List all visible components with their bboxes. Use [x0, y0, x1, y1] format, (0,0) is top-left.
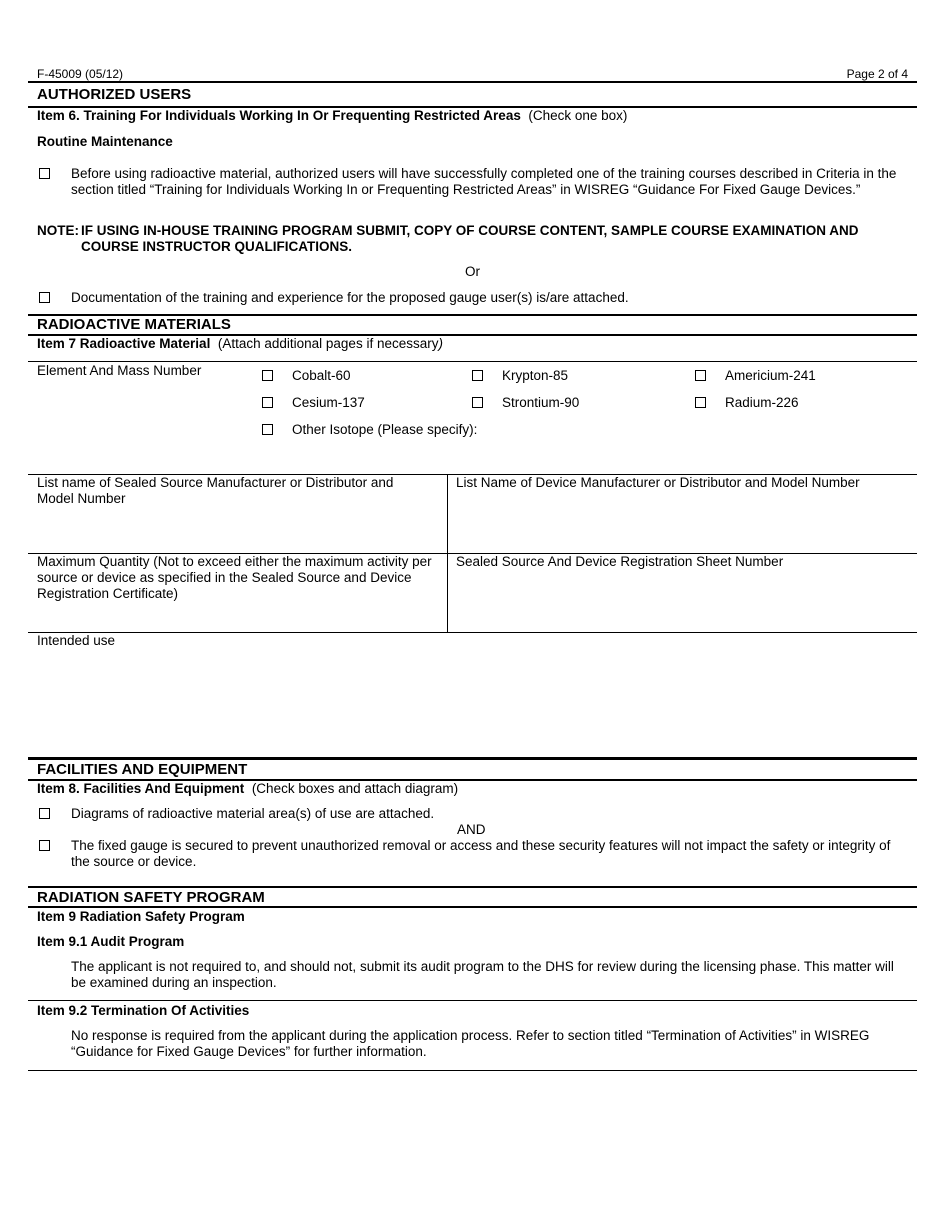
divider: [28, 361, 917, 362]
device-manufacturer-field[interactable]: List Name of Device Manufacturer or Distributor and Model Number: [456, 475, 860, 490]
documentation-checkbox[interactable]: [39, 292, 50, 303]
sealed-source-manufacturer-field[interactable]: List name of Sealed Source Manufacturer or Distributor and Model Number: [37, 475, 394, 506]
cobalt-60-label: Cobalt-60: [292, 368, 351, 383]
item-8-title-text: Item 8. Facilities And Equipment: [37, 781, 245, 796]
item-7-title-text: Item 7 Radioactive Material: [37, 336, 211, 351]
item-9-title: Item 9 Radiation Safety Program: [37, 909, 245, 924]
americium-241-checkbox[interactable]: [695, 370, 706, 381]
diagrams-option: Diagrams of radioactive material area(s) of use are attached.: [71, 806, 435, 821]
section-heading-radiation-safety: RADIATION SAFETY PROGRAM: [37, 889, 265, 906]
divider: [28, 632, 917, 633]
item-6-note: (Check one box): [528, 108, 628, 123]
element-mass-label: Element And Mass Number: [37, 363, 202, 378]
divider: [28, 906, 917, 908]
note-label: NOTE:: [37, 223, 79, 238]
radium-226-label: Radium-226: [725, 395, 799, 410]
radium-226-checkbox[interactable]: [695, 397, 706, 408]
strontium-90-checkbox[interactable]: [472, 397, 483, 408]
security-checkbox[interactable]: [39, 840, 50, 851]
item-6-title-text: Item 6. Training For Individuals Working In Or Frequenting Restricted Areas: [37, 108, 521, 123]
item-9-1-title: Item 9.1 Audit Program: [37, 934, 185, 949]
security-option: The fixed gauge is secured to prevent unauthorized removal or access and these security features will not impact the safety or integrity of the source or device.: [71, 838, 891, 869]
item-8-note: (Check boxes and attach diagram): [251, 781, 459, 796]
item-6-title: [37, 108, 627, 124]
section-heading-facilities: FACILITIES AND EQUIPMENT: [37, 761, 248, 778]
intended-use-field[interactable]: Intended use: [37, 633, 116, 648]
item-8-title: [37, 781, 458, 797]
documentation-option: Documentation of the training and experience for the proposed gauge user(s) is/are attached.: [71, 290, 629, 305]
other-isotope-checkbox[interactable]: [262, 424, 273, 435]
cesium-137-label: Cesium-137: [292, 395, 365, 410]
strontium-90-label: Strontium-90: [502, 395, 580, 410]
routine-maintenance-heading: Routine Maintenance: [37, 134, 173, 149]
note-text-body: IF USING IN-HOUSE TRAINING PROGRAM SUBMIT, COPY OF COURSE CONTENT, SAMPLE COURSE EXAMINATION AND COURSE INSTRUCTOR QUALIFICATIONS.: [81, 223, 859, 254]
cobalt-60-checkbox[interactable]: [262, 370, 273, 381]
divider: [28, 1070, 917, 1071]
krypton-85-label: Krypton-85: [502, 368, 569, 383]
divider: [28, 1000, 917, 1001]
other-isotope-label: Other Isotope (Please specify):: [292, 422, 478, 437]
page-number: Page 2 of 4: [846, 67, 908, 81]
section-heading-authorized-users: AUTHORIZED USERS: [37, 86, 192, 103]
termination-text: No response is required from the applicant during the application process. Refer to section titled “Termination of Activities” in WISREG “Guidance for Fixed Gauge Devices” for further information.: [71, 1028, 870, 1059]
and-separator: AND: [457, 822, 486, 837]
item-7-note-close: ): [438, 336, 443, 351]
krypton-85-checkbox[interactable]: [472, 370, 483, 381]
or-separator: Or: [465, 264, 480, 279]
divider: [28, 81, 917, 83]
diagrams-checkbox[interactable]: [39, 808, 50, 819]
americium-241-label: Americium-241: [725, 368, 816, 383]
cesium-137-checkbox[interactable]: [262, 397, 273, 408]
section-heading-radioactive-materials: RADIOACTIVE MATERIALS: [37, 316, 231, 333]
item-9-2-title: Item 9.2 Termination Of Activities: [37, 1003, 250, 1018]
training-courses-checkbox[interactable]: [39, 168, 50, 179]
maximum-quantity-field[interactable]: Maximum Quantity (Not to exceed either the maximum activity per source or device as specified in the Sealed Source and Device Registration Certificate): [37, 554, 432, 601]
item-7-title: [37, 336, 443, 352]
item-7-note: (Attach additional pages if necessary: [217, 336, 439, 351]
training-courses-option: Before using radioactive material, authorized users will have successfully completed one of the training courses described in Criteria in the section titled “Training for Individuals Working In or Frequenting Restricted Areas” in WISREG “Guidance For Fixed Gauge Devices.”: [71, 166, 897, 197]
divider: [28, 757, 917, 760]
form-id: F-45009 (05/12): [37, 67, 124, 81]
registration-sheet-field[interactable]: Sealed Source And Device Registration Sheet Number: [456, 554, 784, 569]
divider: [28, 886, 917, 888]
audit-program-text: The applicant is not required to, and should not, submit its audit program to the DHS for review during the licensing phase. This matter will be examined during an inspection.: [71, 959, 894, 990]
